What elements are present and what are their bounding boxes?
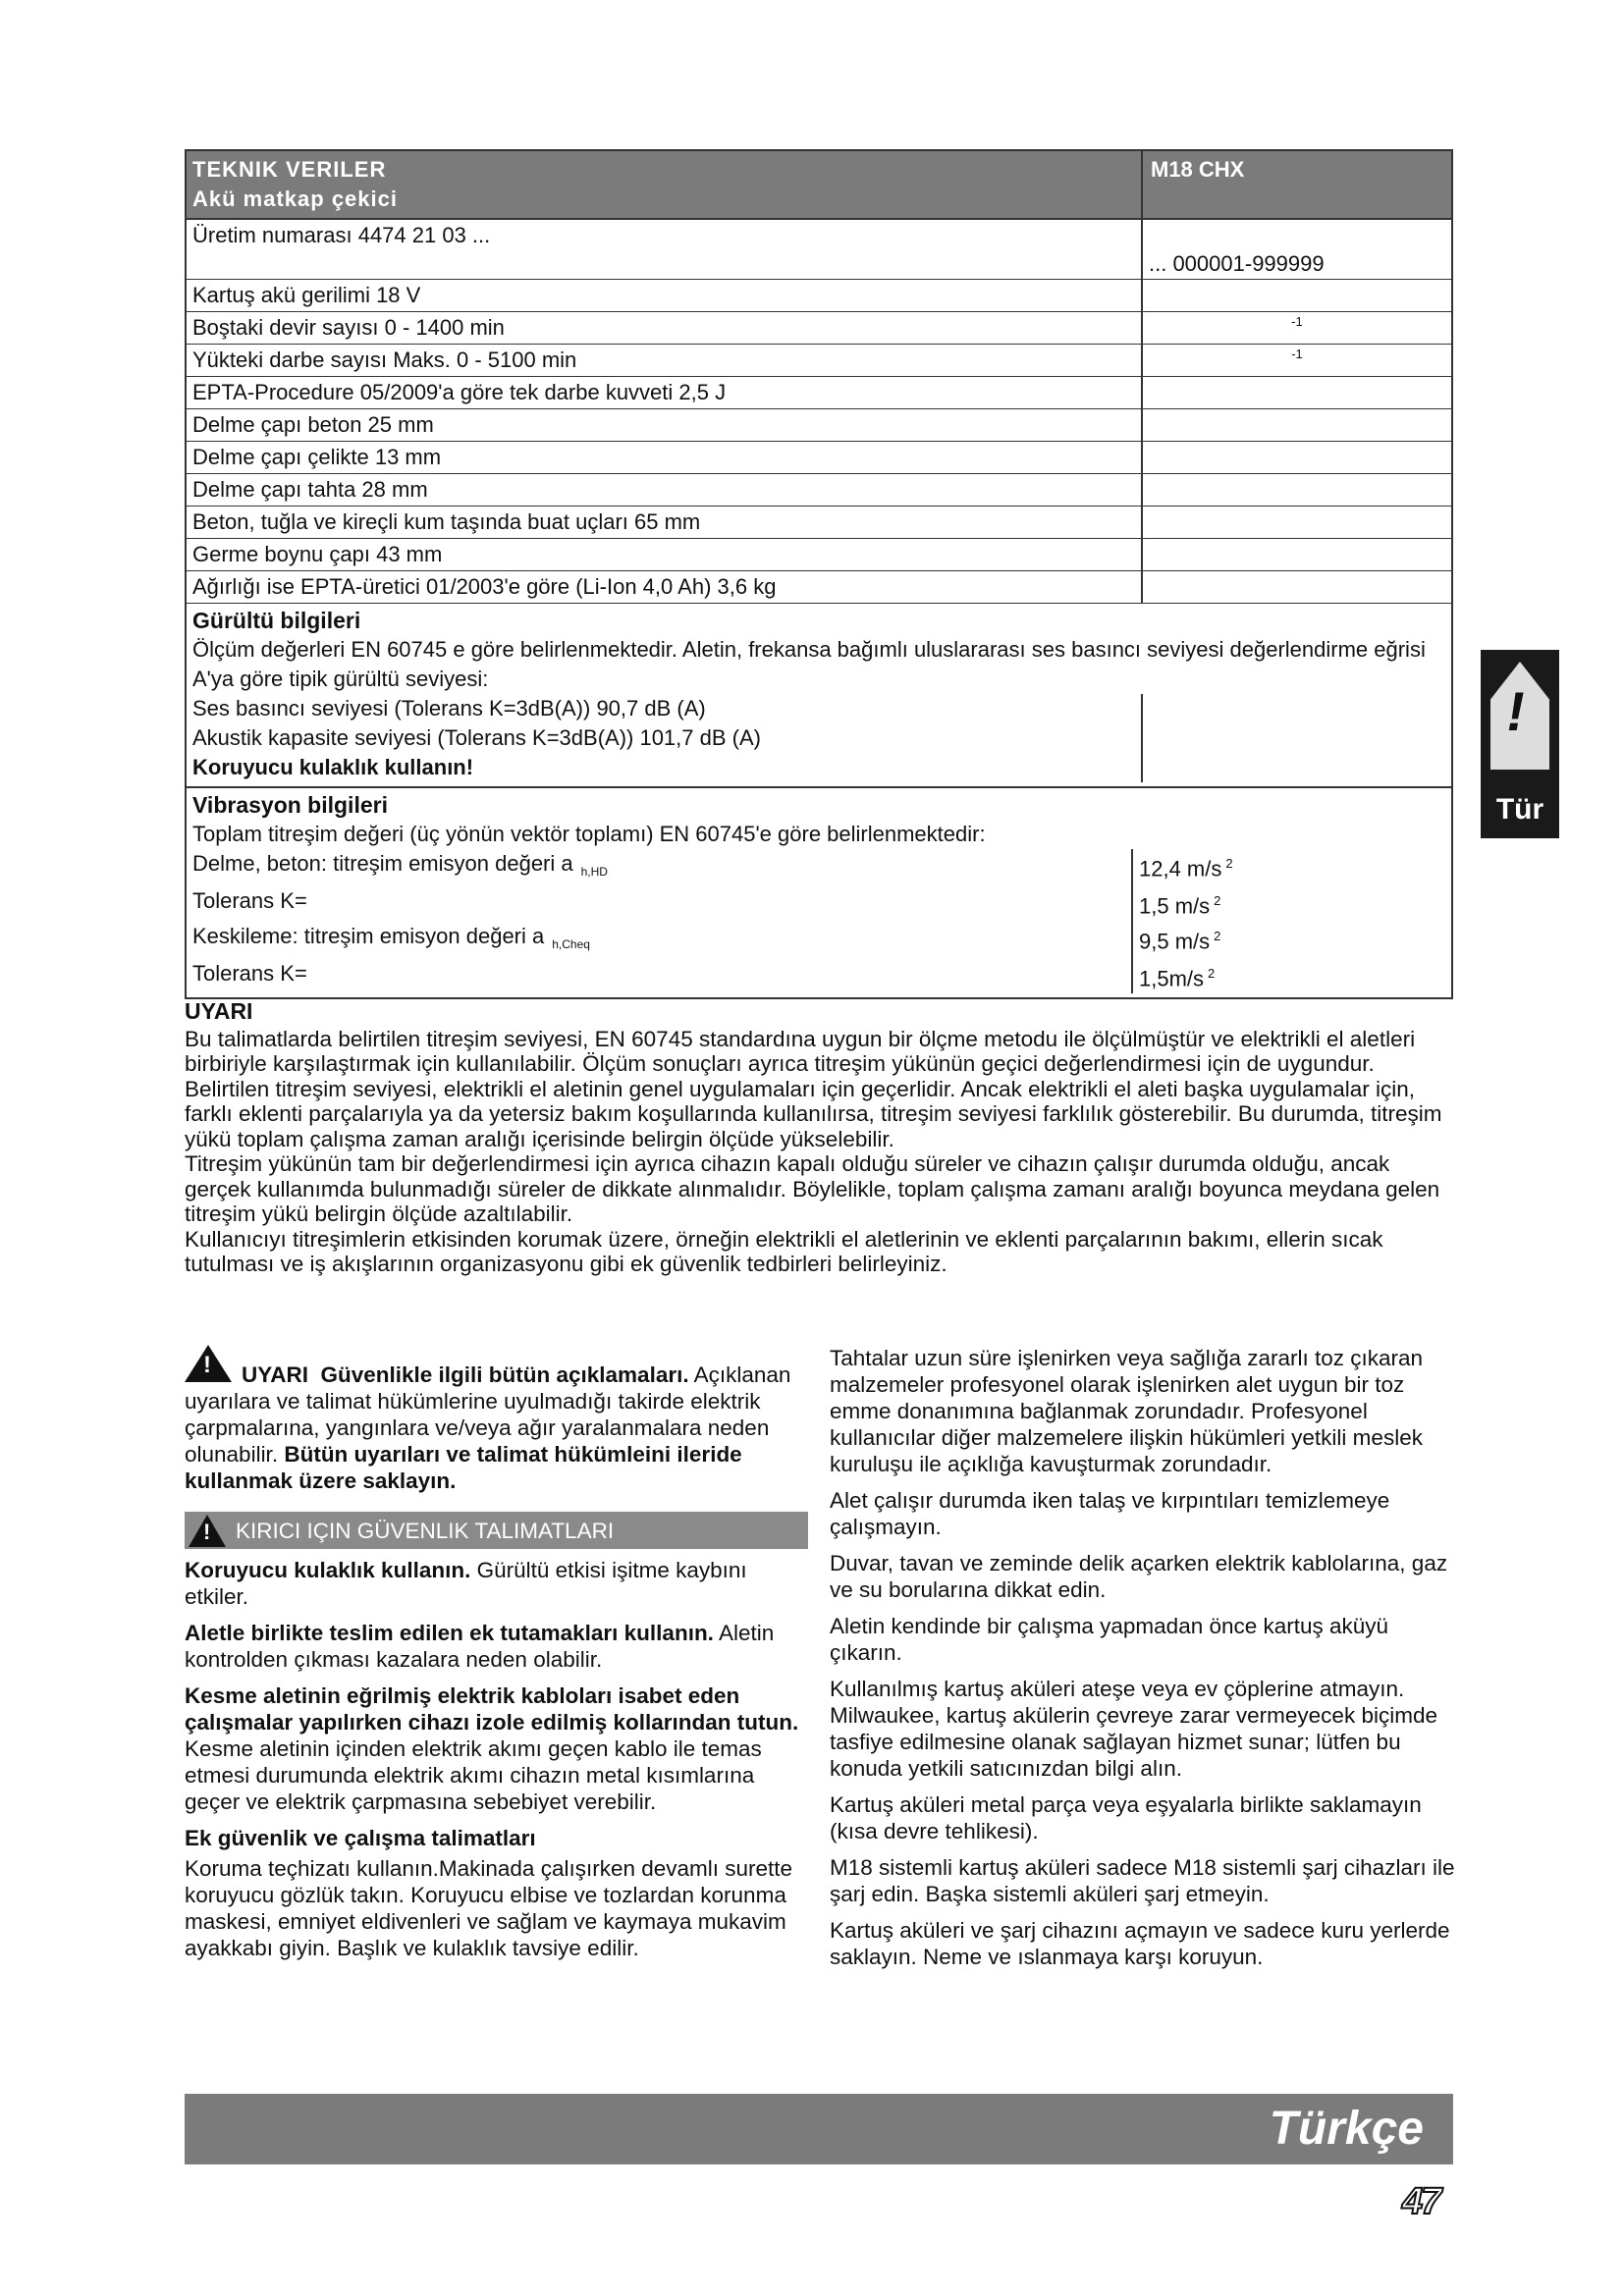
spec-row — [187, 312, 1451, 345]
vibration-label: Delme, beton: titreşim emisyon değeri a — [192, 851, 573, 876]
battery-disposal-item: Kullanılmış kartuş aküleri ateşe veya ev çöplerine atmayın. Milwaukee, kartuş akülerin çevreye zarar vermeyecek biçimde tasfiye edilmesine olanak sağlayan hizmet sunar; lütfen bu konuda yetkili satıcınızdan bilgi alın. — [830, 1677, 1437, 1781]
vibration-label: Keskileme: titreşim emisyon değeri a — [192, 923, 545, 948]
vibration-label: Tolerans K= — [192, 888, 307, 914]
vibration-label: Tolerans K= — [192, 961, 307, 987]
language-side-tab: ! Tür — [1481, 650, 1559, 838]
vibration-row — [187, 886, 1451, 921]
model-name: M18 CHX — [1151, 157, 1245, 182]
spec-row — [187, 220, 1451, 280]
vibration-row — [187, 922, 1451, 959]
left-column — [185, 1345, 808, 1971]
warning-title: UYARI — [185, 998, 253, 1024]
spec-label: Delme çapı çelikte 13 mm — [187, 442, 1143, 473]
spec-label: Boştaki devir sayısı 0 - 1400 min — [187, 312, 1143, 344]
protective-equipment-item: Koruma teçhizatı kullanın.Makinada çalışırken devamlı surette koruyucu gözlük takın. Koruyucu elbise ve tozlardan korunma maskesi, emniyet eldivenleri ve sağlam ve kaymaya mukavim ayakkabı giyin. Başlık ve kulaklık tavsiye edilir. — [185, 1856, 793, 1960]
noise-section — [187, 604, 1451, 788]
spec-value — [1143, 280, 1451, 311]
spec-row — [187, 539, 1451, 571]
spec-label: EPTA-Procedure 05/2009'a göre tek darbe kuvveti 2,5 J — [187, 377, 1143, 408]
spec-row — [187, 409, 1451, 442]
spec-label: Kartuş akü gerilimi 18 V — [187, 280, 1143, 311]
insulated-grip-item: Kesme aletinin eğrilmiş elektrik kabloları isabet eden çalışmalar yapılırken cihazı izole edilmiş kollarından tutun. Kesme aletinin içinden elektrik akımı geçen kablo ile temas etmesi durumunda elektrik akımı cihazın metal kısımlarına geçer ve elektrik çarpmasına sebebiyet verebilir. — [185, 1683, 799, 1814]
vibration-row — [187, 959, 1451, 993]
vibration-value: 1,5m/s — [1139, 966, 1205, 991]
spec-row — [187, 442, 1451, 474]
battery-charging-item: M18 sistemli kartuş aküleri sadece M18 sistemli şarj cihazları ile şarj edin. Başka sistemli aküleri şarj etmeyin. — [830, 1855, 1455, 1906]
sound-pressure-level: Ses basıncı seviyesi (Tolerans K=3dB(A)) 90,7 dB (A) — [192, 696, 706, 721]
spec-label: Delme çapı beton 25 mm — [187, 409, 1143, 441]
header-left — [187, 151, 1143, 218]
spec-value — [1143, 474, 1451, 506]
technical-data-table — [185, 149, 1453, 999]
spec-label: Beton, tuğla ve kireçli kum taşında buat uçları 65 mm — [187, 507, 1143, 538]
spec-row — [187, 377, 1451, 409]
spec-label: Ağırlığı ise EPTA-üretici 01/2003'e göre (Li-Ion 4,0 Ah) 3,6 kg — [187, 571, 1143, 603]
vibration-unit-exponent: 2 — [1225, 856, 1233, 871]
spec-value — [1143, 571, 1451, 603]
warning-paragraph-3: Titreşim yükünün tam bir değerlendirmesi için ayrıca cihazın kapalı olduğu süreler ve cihazın çalışır durumda olduğu, ancak gerçek kullanımda bulunmadığı süreler de dikkate alınmalıdır. Böylelikle, toplam çalışma zamanı aralığı boyunca meydana gelen titreşim yükü belirgin ölçüde azaltılabilir. — [185, 1151, 1440, 1226]
spec-value — [1143, 539, 1451, 570]
safety-banner — [185, 1512, 808, 1549]
spec-row — [187, 345, 1451, 377]
vibration-unit-exponent: 2 — [1208, 966, 1216, 982]
battery-storage-item: Kartuş aküleri metal parça veya eşyalarla birlikte saklamayın (kısa devre tehlikesi). — [830, 1792, 1422, 1843]
additional-instructions-heading: Ek güvenlik ve çalışma talimatları — [185, 1826, 536, 1850]
spec-value — [1143, 409, 1451, 441]
battery-dry-storage-item: Kartuş aküleri ve şarj cihazını açmayın ve sadece kuru yerlerde saklayın. Neme ve ıslanmaya karşı koruyun. — [830, 1918, 1450, 1969]
vibration-rows — [192, 849, 1445, 993]
warning-triangle-icon — [189, 1515, 226, 1547]
safety-banner-title: KIRICI IÇIN GÜVENLIK TALIMATLARI — [236, 1518, 615, 1543]
vibration-section — [187, 788, 1451, 997]
language-footer — [185, 2094, 1453, 2164]
vibration-subscript: h,HD — [580, 865, 608, 880]
vibration-title: Vibrasyon bilgileri — [192, 792, 388, 818]
right-column — [830, 1345, 1458, 1980]
spec-row — [187, 571, 1451, 604]
noise-title: Gürültü bilgileri — [192, 608, 361, 633]
warning-triangle-icon — [185, 1345, 232, 1382]
vibration-row — [187, 849, 1451, 886]
table-header — [187, 151, 1451, 220]
vibration-intro: Toplam titreşim değeri (üç yönün vektör toplamı) EN 60745'e göre belirlenmektedir: — [192, 822, 986, 846]
vibration-value: 9,5 m/s — [1139, 929, 1211, 954]
side-tab-label: Tür — [1495, 793, 1544, 826]
warning-paragraph-2: Belirtilen titreşim seviyesi, elektrikli el aletinin genel uygulamaları için geçerlidir. Ancak elektrikli el aleti başka uygulamalar için, farklı eklenti parçalarıyla ya da yetersiz bakım koşullarında kullanılırsa, titreşim seviyesi farklılık gösterebilir. Bu durumda, titreşim yükü toplam çalışma zaman aralığı içerisinde belirgin ölçüde yükselebilir. — [185, 1076, 1442, 1151]
ear-protection-item: Koruyucu kulaklık kullanın. Gürültü etkisi işitme kaybını etkiler. — [185, 1558, 747, 1609]
table-subtitle: Akü matkap çekici — [192, 187, 398, 211]
spec-label: Üretim numarası 4474 21 03 ... — [187, 220, 1143, 279]
page-number: 47 — [1402, 2181, 1440, 2222]
vibration-unit-exponent: 2 — [1214, 893, 1221, 909]
warning-paragraph-1: Bu talimatlarda belirtilen titreşim seviyesi, EN 60745 standardına uygun bir ölçme metodu ile ölçülmüştür ve elektrikli el aletleri birbiriyle karşılaştırmak için kullanılabilir. Ölçüm sonuçları ayrıca titreşim yükünün geçici değerlendirmesi için de uygundur. — [185, 1026, 1416, 1076]
spec-row — [187, 507, 1451, 539]
spec-value — [1143, 442, 1451, 473]
noise-intro: Ölçüm değerleri EN 60745 e göre belirlenmektedir. Aletin, frekansa bağımlı uluslararası ses basıncı seviyesi değerlendirme eğrisi A'ya göre tipik gürültü seviyesi: — [192, 637, 1426, 691]
hidden-cables-item: Duvar, tavan ve zeminde delik açarken elektrik kablolarına, gaz ve su borularına dikkat edin. — [830, 1551, 1448, 1602]
spec-label: Yükteki darbe sayısı Maks. 0 - 5100 min — [187, 345, 1143, 376]
vibration-unit-exponent: 2 — [1214, 928, 1221, 943]
spec-rows — [187, 220, 1451, 604]
chips-cleaning-item: Alet çalışır durumda iken talaş ve kırpıntıları temizlemeye çalışmayın. — [830, 1488, 1390, 1539]
auxiliary-handle-item: Aletle birlikte teslim edilen ek tutamakları kullanın. Aletin kontrolden çıkması kazalara neden olabilir. — [185, 1621, 775, 1672]
vibration-value: 12,4 m/s — [1139, 856, 1222, 881]
vibration-value: 1,5 m/s — [1139, 893, 1211, 919]
ear-protection-note: Koruyucu kulaklık kullanın! — [192, 755, 474, 779]
spec-label: Delme çapı tahta 28 mm — [187, 474, 1143, 506]
spec-value: ... 000001-999999 — [1149, 251, 1325, 276]
vibration-warning — [185, 999, 1455, 1277]
noise-values — [187, 694, 1451, 782]
spec-row — [187, 280, 1451, 312]
spec-label: Germe boynu çapı 43 mm — [187, 539, 1143, 570]
dust-extraction-item: Tahtalar uzun süre işlenirken veya sağlığa zararlı toz çıkaran malzemeler profesyonel olarak işlenirken alet uygun bir toz emme donanımına bağlanmak zorundadır. Profesyonel kullanıcılar diğer malzemelere ilişkin hükümleri yetkili meslek kuruluşu ile açıklığa kavuşturmak zorundadır. — [830, 1346, 1424, 1476]
spec-value — [1143, 507, 1451, 538]
footer-language: Türkçe — [1269, 2103, 1424, 2155]
warning-paragraph-4: Kullanıcıyı titreşimlerin etkisinden korumak üzere, örneğin elektrikli el aletlerinin ve eklenti parçalarının bakımı, ellerin sıcak tutulması ve iş akışlarının organizasyonu gibi ek güvenlik tedbirleri belirleyiniz. — [185, 1226, 1383, 1276]
spec-row — [187, 474, 1451, 507]
table-title: TEKNIK VERILER — [192, 157, 387, 182]
remove-battery-item: Aletin kendinde bir çalışma yapmadan önce kartuş aküyü çıkarın. — [830, 1614, 1389, 1665]
spec-value — [1143, 377, 1451, 408]
vibration-subscript: h,Cheq — [552, 937, 590, 952]
sound-power-level: Akustik kapasite seviyesi (Tolerans K=3dB(A)) 101,7 dB (A) — [192, 725, 761, 750]
spec-value: -1 — [1291, 314, 1303, 329]
general-warning: !UYARI Güvenlikle ilgili bütün açıklamaları. Açıklanan uyarılara ve talimat hükümlerine uyulmadığı takirde elektrik çarpmalarına, yangınlara ve/veya ağır yaralanmalara neden olunabilir. Bütün uyarıları ve talimat hükümleini ileride kullanmak üzere saklayın. — [185, 1345, 808, 1494]
spec-value: -1 — [1291, 347, 1303, 361]
